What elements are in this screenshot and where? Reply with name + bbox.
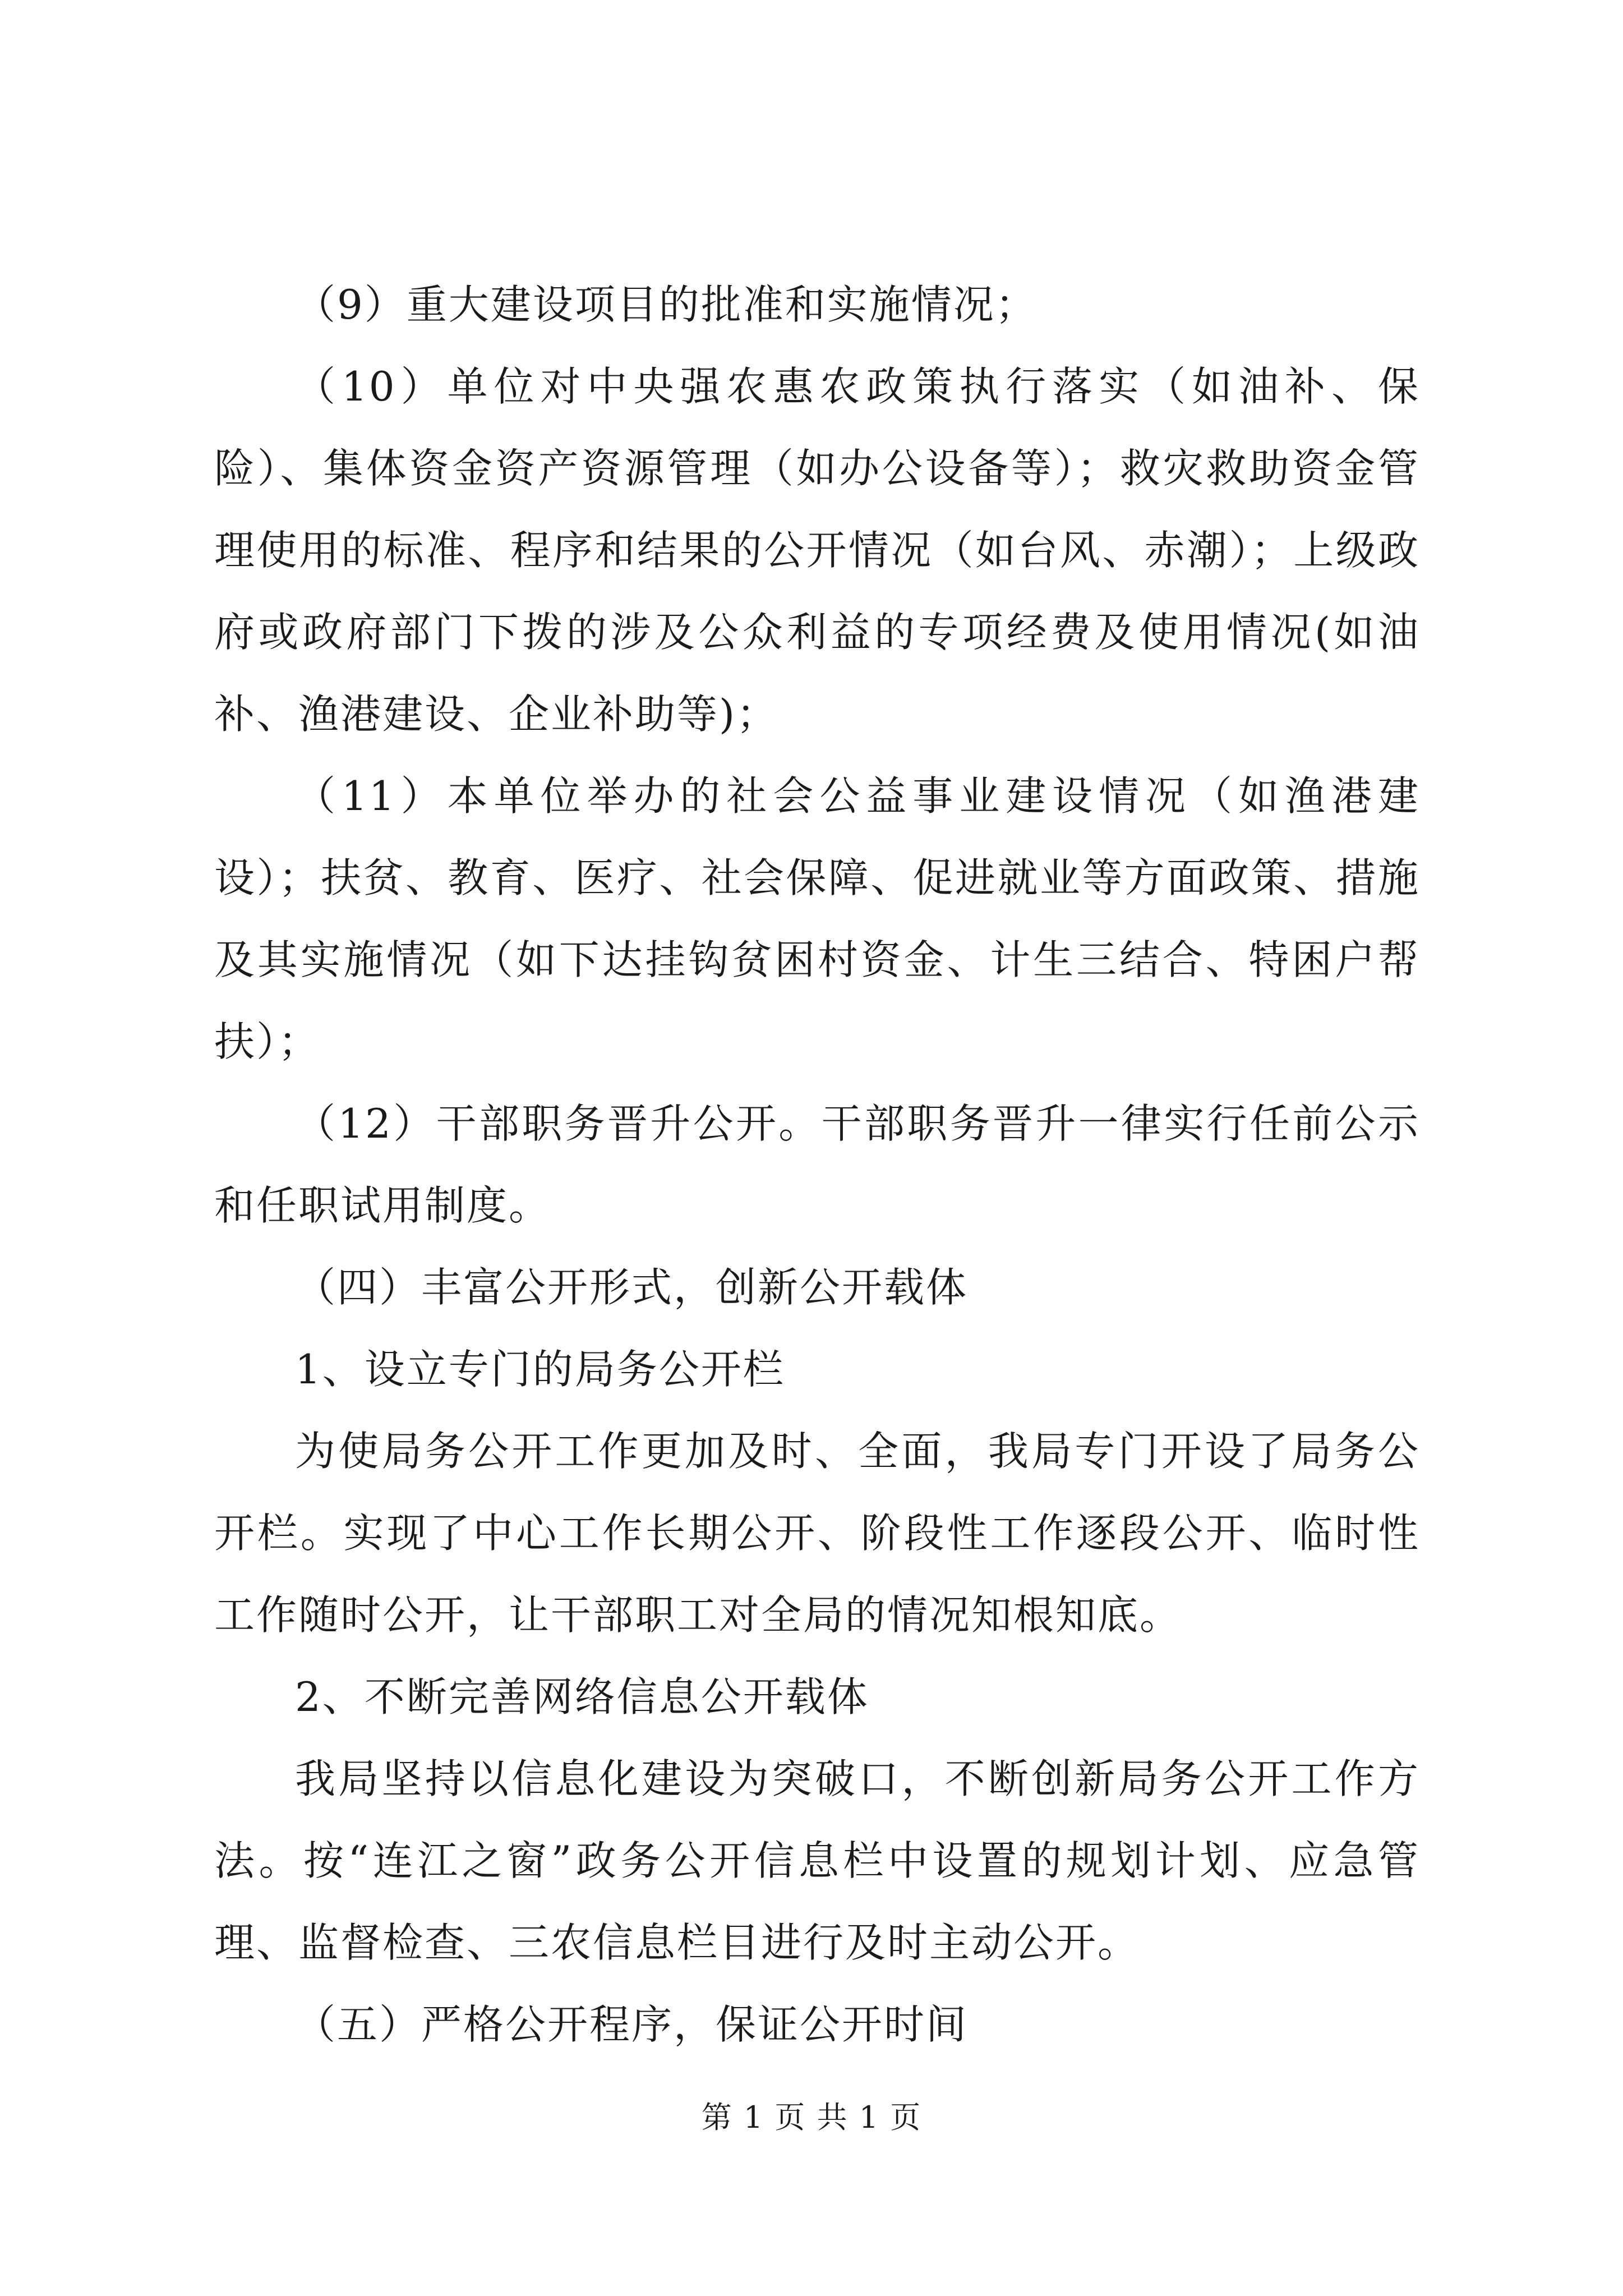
- subheading-1: 1、设立专门的局务公开栏: [295, 1346, 785, 1393]
- paragraph-item-12: （12）干部职务晋升公开。干部职务晋升一律实行任前公示和任职试用制度。: [214, 1100, 1420, 1229]
- paragraph-item-10: （10）单位对中央强农惠农政策执行落实（如油补、保险）、集体资金资产资源管理（如办公设备等）；救灾救助资金管理使用的标准、程序和结果的公开情况（如台风、赤潮）；上级政府或政府部门下拨的涉及公众利益的专项经费及使用情况(如油补、渔港建设、企业补助等)；: [214, 363, 1420, 738]
- paragraph-item-11: （11）本单位举办的社会公益事业建设情况（如渔港建设）；扶贫、教育、医疗、社会保障、促进就业等方面政策、措施及其实施情况（如下达挂钩贫困村资金、计生三结合、特困户帮扶）；: [214, 772, 1420, 1065]
- section-heading-5: （五）严格公开程序，保证公开时间: [295, 2001, 969, 2048]
- section-heading-4: （四）丰富公开形式，创新公开载体: [295, 1264, 969, 1311]
- paragraph-item-9: （9）重大建设项目的批准和实施情况；: [295, 281, 1038, 328]
- subheading-2: 2、不断完善网络信息公开载体: [295, 1673, 869, 1720]
- document-body: [214, 264, 1420, 2065]
- paragraph-network-info: 我局坚持以信息化建设为突破口，不断创新局务公开工作方法。按“连江之窗”政务公开信息栏中设置的规划计划、应急管理、监督检查、三农信息栏目进行及时主动公开。: [214, 1755, 1420, 1966]
- page-number-footer: 第 1 页 共 1 页: [701, 2100, 922, 2135]
- paragraph-bulletin-board: 为使局务公开工作更加及时、全面，我局专门开设了局务公开栏。实现了中心工作长期公开、阶段性工作逐段公开、临时性工作随时公开，让干部职工对全局的情况知根知底。: [214, 1428, 1420, 1639]
